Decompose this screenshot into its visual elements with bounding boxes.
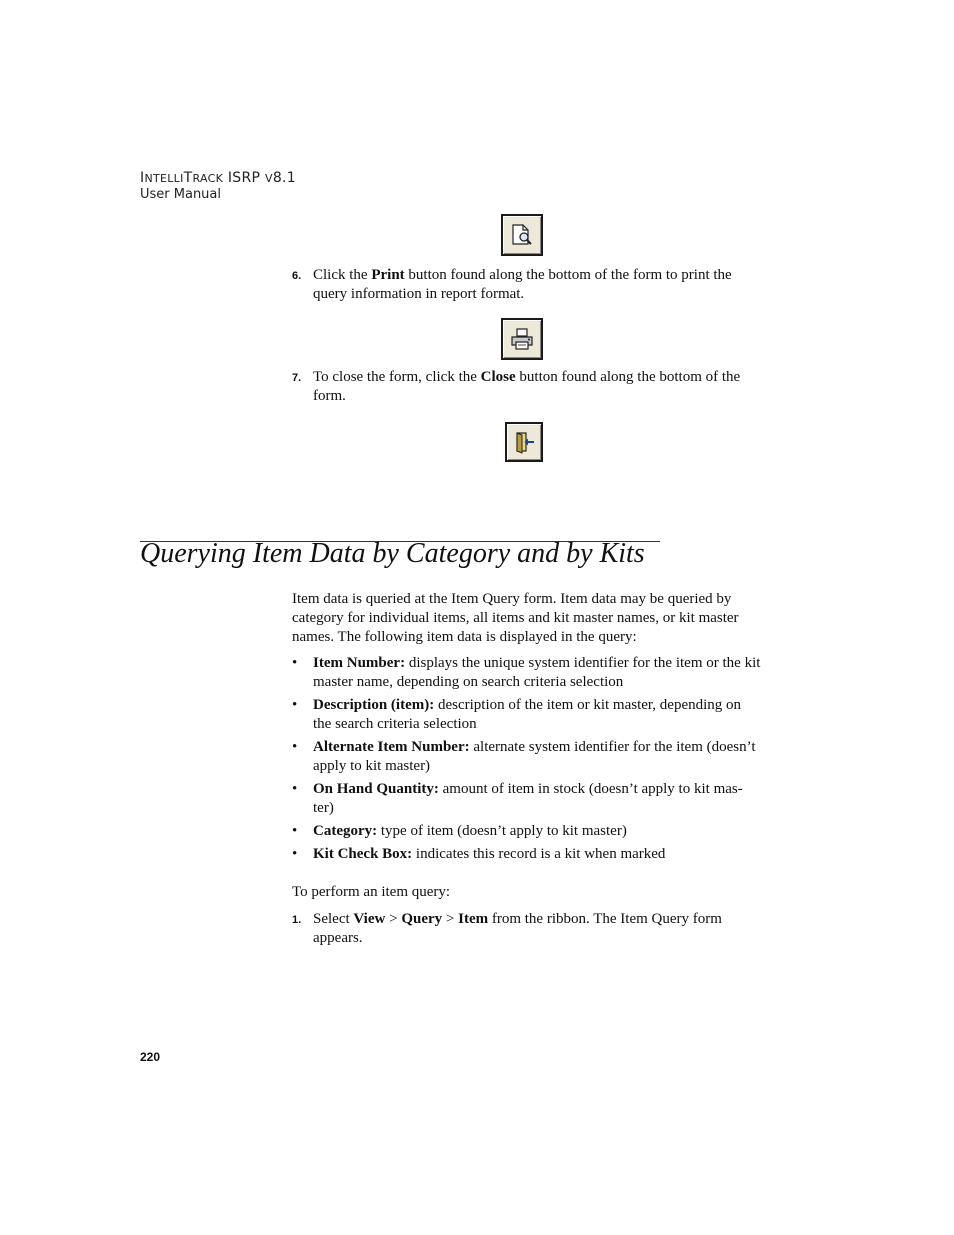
product-name: INTELLITRACK ISRP V8.1 xyxy=(140,170,297,186)
print-preview-icon xyxy=(501,214,543,256)
running-header xyxy=(140,170,296,202)
step-7: 7. To close the form, click the Close button found along the bottom of the form. xyxy=(292,369,741,404)
printer-icon xyxy=(501,318,543,360)
section-title: Querying Item Data by Category and by Kits xyxy=(140,538,645,569)
manual-subtitle: User Manual xyxy=(140,187,222,202)
intro-paragraph: Item data is queried at the Item Query form. Item data may be queried by category for individual items, all items and kit master names, or kit master names. The following item data is displayed in the query: xyxy=(292,591,739,645)
list-item: • Item Number: displays the unique system identifier for the item or the kit master name, depending on search criteria selection xyxy=(292,655,761,690)
item-data-list xyxy=(292,654,762,868)
page-number: 220 xyxy=(140,1050,161,1064)
step-1: 1. Select View > Query > Item from the ribbon. The Item Query form appears. xyxy=(292,911,722,946)
list-item: • Kit Check Box: indicates this record is a kit when marked xyxy=(292,846,666,862)
print-preview-icon-graphic xyxy=(509,222,535,248)
step-6: 6. Click the Print button found along the bottom of the form to print the query information in report format. xyxy=(292,267,732,302)
exit-door-icon-graphic xyxy=(512,430,536,454)
printer-icon-graphic xyxy=(509,326,535,352)
list-item: • On Hand Quantity: amount of item in stock (doesn’t apply to kit mas-ter) xyxy=(292,781,743,816)
exit-door-icon xyxy=(505,422,543,462)
list-item: • Alternate Item Number: alternate system identifier for the item (doesn’t apply to kit master) xyxy=(292,739,756,774)
list-item: • Description (item): description of the item or kit master, depending on the search criteria selection xyxy=(292,697,742,732)
perform-intro: To perform an item query: xyxy=(292,884,451,900)
list-item: • Category: type of item (doesn’t apply to kit master) xyxy=(292,823,627,839)
